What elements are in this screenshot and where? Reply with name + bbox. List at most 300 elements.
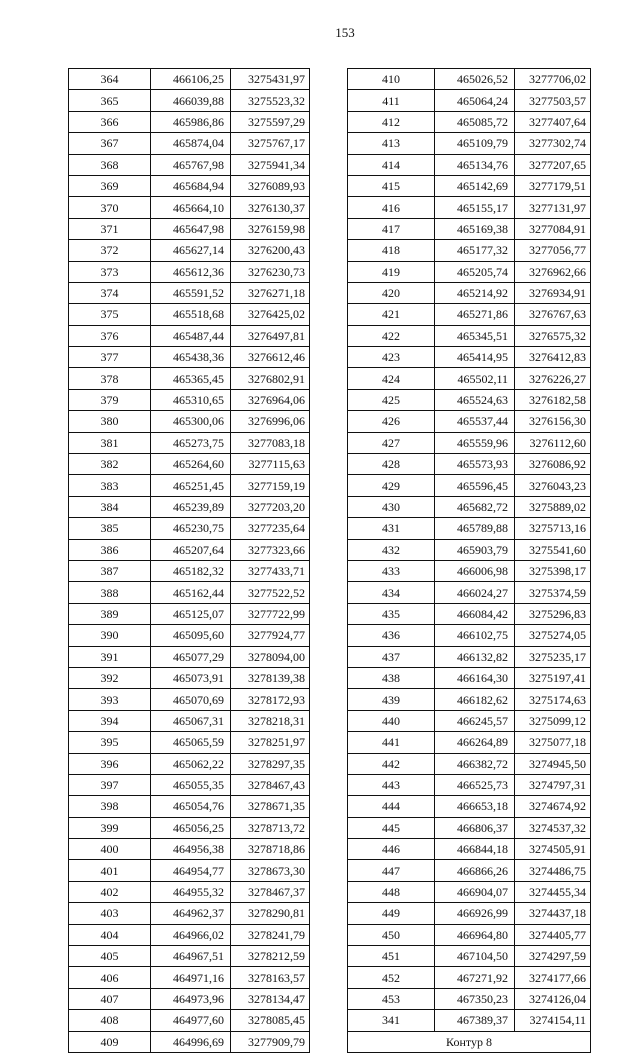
y-coordinate-cell: 3276934,91: [515, 282, 591, 303]
y-coordinate-cell: 3277179,51: [515, 175, 591, 196]
x-coordinate-cell: 465559,96: [435, 432, 515, 453]
x-coordinate-cell: 466653,18: [435, 796, 515, 817]
point-number-cell: 393: [69, 689, 151, 710]
x-coordinate-cell: 465073,91: [151, 667, 231, 688]
table-row: [348, 432, 591, 453]
y-coordinate-cell: 3276230,73: [231, 261, 310, 282]
point-number-cell: 419: [348, 261, 435, 282]
y-coordinate-cell: 3276112,60: [515, 432, 591, 453]
y-coordinate-cell: 3274537,32: [515, 817, 591, 838]
y-coordinate-cell: 3276425,02: [231, 304, 310, 325]
table-row: [348, 90, 591, 111]
x-coordinate-cell: 465438,36: [151, 347, 231, 368]
point-number-cell: 443: [348, 774, 435, 795]
y-coordinate-cell: 3275523,32: [231, 90, 310, 111]
point-number-cell: 388: [69, 582, 151, 603]
y-coordinate-cell: 3276767,63: [515, 304, 591, 325]
point-number-cell: 410: [348, 69, 435, 90]
point-number-cell: 376: [69, 325, 151, 346]
point-number-cell: 430: [348, 496, 435, 517]
point-number-cell: 427: [348, 432, 435, 453]
y-coordinate-cell: 3274154,11: [515, 1010, 591, 1031]
table-row: [69, 368, 310, 389]
point-number-cell: 445: [348, 817, 435, 838]
table-row: [69, 839, 310, 860]
y-coordinate-cell: 3278467,43: [231, 774, 310, 795]
x-coordinate-cell: 466382,72: [435, 753, 515, 774]
y-coordinate-cell: 3278218,31: [231, 710, 310, 731]
table-row: [348, 325, 591, 346]
table-row: [69, 197, 310, 218]
point-number-cell: 414: [348, 154, 435, 175]
y-coordinate-cell: 3276182,58: [515, 389, 591, 410]
y-coordinate-cell: 3277203,20: [231, 496, 310, 517]
y-coordinate-cell: 3274505,91: [515, 839, 591, 860]
point-number-cell: 379: [69, 389, 151, 410]
point-number-cell: 426: [348, 411, 435, 432]
point-number-cell: 380: [69, 411, 151, 432]
table-row: [348, 518, 591, 539]
point-number-cell: 412: [348, 111, 435, 132]
y-coordinate-cell: 3274297,59: [515, 946, 591, 967]
table-row: [348, 197, 591, 218]
point-number-cell: 366: [69, 111, 151, 132]
x-coordinate-cell: 465026,52: [435, 69, 515, 90]
y-coordinate-cell: 3274486,75: [515, 860, 591, 881]
point-number-cell: 341: [348, 1010, 435, 1031]
x-coordinate-cell: 465155,17: [435, 197, 515, 218]
x-coordinate-cell: 466806,37: [435, 817, 515, 838]
table-row: [348, 774, 591, 795]
table-row: [348, 753, 591, 774]
table-row: [69, 924, 310, 945]
table-row: [69, 881, 310, 902]
y-coordinate-cell: 3277722,99: [231, 603, 310, 624]
table-row: [69, 1010, 310, 1031]
y-coordinate-cell: 3276043,23: [515, 475, 591, 496]
point-number-cell: 436: [348, 625, 435, 646]
table-row: [69, 90, 310, 111]
x-coordinate-cell: 465487,44: [151, 325, 231, 346]
y-coordinate-cell: 3276802,91: [231, 368, 310, 389]
point-number-cell: 428: [348, 454, 435, 475]
y-coordinate-cell: 3274945,50: [515, 753, 591, 774]
table-row: [348, 710, 591, 731]
x-coordinate-cell: 466844,18: [435, 839, 515, 860]
point-number-cell: 416: [348, 197, 435, 218]
x-coordinate-cell: 466102,75: [435, 625, 515, 646]
table-row: [69, 582, 310, 603]
x-coordinate-cell: 465134,76: [435, 154, 515, 175]
point-number-cell: 452: [348, 967, 435, 988]
x-coordinate-cell: 464996,69: [151, 1031, 231, 1052]
table-row: [69, 988, 310, 1009]
x-coordinate-cell: 467389,37: [435, 1010, 515, 1031]
table-row: [348, 881, 591, 902]
y-coordinate-cell: 3274177,66: [515, 967, 591, 988]
y-coordinate-cell: 3274455,34: [515, 881, 591, 902]
x-coordinate-cell: 465903,79: [435, 539, 515, 560]
point-number-cell: 451: [348, 946, 435, 967]
point-number-cell: 368: [69, 154, 151, 175]
point-number-cell: 365: [69, 90, 151, 111]
table-row: [69, 646, 310, 667]
x-coordinate-cell: 465230,75: [151, 518, 231, 539]
table-row: [348, 218, 591, 239]
point-number-cell: 381: [69, 432, 151, 453]
x-coordinate-cell: 465109,79: [435, 133, 515, 154]
point-number-cell: 435: [348, 603, 435, 624]
table-row: [348, 282, 591, 303]
x-coordinate-cell: 465169,38: [435, 218, 515, 239]
table-row: [348, 111, 591, 132]
table-row: [69, 175, 310, 196]
x-coordinate-cell: 467271,92: [435, 967, 515, 988]
table-row: [69, 496, 310, 517]
x-coordinate-cell: 465065,59: [151, 732, 231, 753]
point-number-cell: 448: [348, 881, 435, 902]
point-number-cell: 375: [69, 304, 151, 325]
y-coordinate-cell: 3277302,74: [515, 133, 591, 154]
x-coordinate-cell: 465365,45: [151, 368, 231, 389]
table-row: [348, 496, 591, 517]
x-coordinate-cell: 465684,94: [151, 175, 231, 196]
x-coordinate-cell: 465064,24: [435, 90, 515, 111]
point-number-cell: 390: [69, 625, 151, 646]
y-coordinate-cell: 3277083,18: [231, 432, 310, 453]
y-coordinate-cell: 3275296,83: [515, 603, 591, 624]
y-coordinate-cell: 3276159,98: [231, 218, 310, 239]
y-coordinate-cell: 3277924,77: [231, 625, 310, 646]
x-coordinate-cell: 466132,82: [435, 646, 515, 667]
x-coordinate-cell: 465177,32: [435, 240, 515, 261]
y-coordinate-cell: 3277207,65: [515, 154, 591, 175]
table-row: [69, 389, 310, 410]
x-coordinate-cell: 464956,38: [151, 839, 231, 860]
table-row: [69, 753, 310, 774]
table-row: [348, 154, 591, 175]
x-coordinate-cell: 465986,86: [151, 111, 231, 132]
y-coordinate-cell: 3278290,81: [231, 903, 310, 924]
x-coordinate-cell: 465207,64: [151, 539, 231, 560]
x-coordinate-cell: 467104,50: [435, 946, 515, 967]
x-coordinate-cell: 465647,98: [151, 218, 231, 239]
x-coordinate-cell: 466904,07: [435, 881, 515, 902]
point-number-cell: 405: [69, 946, 151, 967]
y-coordinate-cell: 3277503,57: [515, 90, 591, 111]
point-number-cell: 406: [69, 967, 151, 988]
y-coordinate-cell: 3278163,57: [231, 967, 310, 988]
x-coordinate-cell: 464955,32: [151, 881, 231, 902]
y-coordinate-cell: 3275713,16: [515, 518, 591, 539]
table-row: [348, 1010, 591, 1031]
x-coordinate-cell: 465310,65: [151, 389, 231, 410]
x-coordinate-cell: 465789,88: [435, 518, 515, 539]
y-coordinate-cell: 3276089,93: [231, 175, 310, 196]
table-row: [348, 347, 591, 368]
x-coordinate-cell: 464967,51: [151, 946, 231, 967]
x-coordinate-cell: 465264,60: [151, 454, 231, 475]
point-number-cell: 396: [69, 753, 151, 774]
table-row: [69, 946, 310, 967]
point-number-cell: 395: [69, 732, 151, 753]
table-row: [348, 903, 591, 924]
y-coordinate-cell: 3277235,64: [231, 518, 310, 539]
y-coordinate-cell: 3274674,92: [515, 796, 591, 817]
x-coordinate-cell: 466039,88: [151, 90, 231, 111]
x-coordinate-cell: 465205,74: [435, 261, 515, 282]
table-row: [69, 539, 310, 560]
y-coordinate-cell: 3278297,35: [231, 753, 310, 774]
x-coordinate-cell: 466182,62: [435, 689, 515, 710]
y-coordinate-cell: 3275235,17: [515, 646, 591, 667]
y-coordinate-cell: 3278673,30: [231, 860, 310, 881]
x-coordinate-cell: 465214,92: [435, 282, 515, 303]
y-coordinate-cell: 3275197,41: [515, 667, 591, 688]
point-number-cell: 444: [348, 796, 435, 817]
point-number-cell: 400: [69, 839, 151, 860]
point-number-cell: 394: [69, 710, 151, 731]
table-row: [69, 1031, 310, 1052]
x-coordinate-cell: 465162,44: [151, 582, 231, 603]
table-row: [348, 411, 591, 432]
x-coordinate-cell: 466245,57: [435, 710, 515, 731]
x-coordinate-cell: 465273,75: [151, 432, 231, 453]
x-coordinate-cell: 465239,89: [151, 496, 231, 517]
x-coordinate-cell: 466866,26: [435, 860, 515, 881]
table-row: [348, 667, 591, 688]
point-number-cell: 411: [348, 90, 435, 111]
y-coordinate-cell: 3278094,00: [231, 646, 310, 667]
x-coordinate-cell: 465502,11: [435, 368, 515, 389]
x-coordinate-cell: 466264,89: [435, 732, 515, 753]
y-coordinate-cell: 3276200,43: [231, 240, 310, 261]
x-coordinate-cell: 465085,72: [435, 111, 515, 132]
y-coordinate-cell: 3278134,47: [231, 988, 310, 1009]
y-coordinate-cell: 3276271,18: [231, 282, 310, 303]
table-row: [348, 133, 591, 154]
y-coordinate-cell: 3274126,04: [515, 988, 591, 1009]
y-coordinate-cell: 3278671,35: [231, 796, 310, 817]
point-number-cell: 434: [348, 582, 435, 603]
x-coordinate-cell: 464971,16: [151, 967, 231, 988]
point-number-cell: 404: [69, 924, 151, 945]
point-number-cell: 441: [348, 732, 435, 753]
y-coordinate-cell: 3275398,17: [515, 560, 591, 581]
table-row: [69, 475, 310, 496]
x-coordinate-cell: 465682,72: [435, 496, 515, 517]
point-number-cell: 439: [348, 689, 435, 710]
table-row: [348, 560, 591, 581]
point-number-cell: 382: [69, 454, 151, 475]
x-coordinate-cell: 465591,52: [151, 282, 231, 303]
table-row: [69, 325, 310, 346]
x-coordinate-cell: 465573,93: [435, 454, 515, 475]
table-row: [348, 860, 591, 881]
x-coordinate-cell: 466164,30: [435, 667, 515, 688]
point-number-cell: 386: [69, 539, 151, 560]
table-row: [69, 625, 310, 646]
point-number-cell: 453: [348, 988, 435, 1009]
x-coordinate-cell: 465414,95: [435, 347, 515, 368]
page-number: 153: [335, 25, 355, 40]
x-coordinate-cell: 465182,32: [151, 560, 231, 581]
x-coordinate-cell: 466024,27: [435, 582, 515, 603]
table-row: [69, 69, 310, 90]
point-number-cell: 384: [69, 496, 151, 517]
y-coordinate-cell: 3276226,27: [515, 368, 591, 389]
y-coordinate-cell: 3274797,31: [515, 774, 591, 795]
y-coordinate-cell: 3278718,86: [231, 839, 310, 860]
contour-row: [348, 1031, 591, 1052]
y-coordinate-cell: 3274437,18: [515, 903, 591, 924]
table-row: [348, 646, 591, 667]
table-row: [348, 582, 591, 603]
table-row: [348, 924, 591, 945]
table-row: [348, 967, 591, 988]
table-row: [69, 774, 310, 795]
y-coordinate-cell: 3277159,19: [231, 475, 310, 496]
y-coordinate-cell: 3277909,79: [231, 1031, 310, 1052]
table-row: [348, 240, 591, 261]
x-coordinate-cell: 465142,69: [435, 175, 515, 196]
y-coordinate-cell: 3275941,34: [231, 154, 310, 175]
y-coordinate-cell: 3278713,72: [231, 817, 310, 838]
x-coordinate-cell: 464977,60: [151, 1010, 231, 1031]
table-row: [69, 154, 310, 175]
x-coordinate-cell: 466926,99: [435, 903, 515, 924]
y-coordinate-cell: 3276612,46: [231, 347, 310, 368]
coordinates-table-right: [347, 68, 591, 1053]
table-row: [348, 988, 591, 1009]
y-coordinate-cell: 3276086,92: [515, 454, 591, 475]
y-coordinate-cell: 3278241,79: [231, 924, 310, 945]
point-number-cell: 383: [69, 475, 151, 496]
table-row: [69, 347, 310, 368]
table-row: [69, 603, 310, 624]
point-number-cell: 440: [348, 710, 435, 731]
point-number-cell: 385: [69, 518, 151, 539]
table-row: [69, 282, 310, 303]
table-row: [348, 175, 591, 196]
y-coordinate-cell: 3277407,64: [515, 111, 591, 132]
table-row: [348, 839, 591, 860]
point-number-cell: 424: [348, 368, 435, 389]
point-number-cell: 378: [69, 368, 151, 389]
y-coordinate-cell: 3278139,38: [231, 667, 310, 688]
y-coordinate-cell: 3275374,59: [515, 582, 591, 603]
point-number-cell: 372: [69, 240, 151, 261]
point-number-cell: 389: [69, 603, 151, 624]
x-coordinate-cell: 465345,51: [435, 325, 515, 346]
x-coordinate-cell: 465596,45: [435, 475, 515, 496]
y-coordinate-cell: 3275077,18: [515, 732, 591, 753]
y-coordinate-cell: 3277522,52: [231, 582, 310, 603]
x-coordinate-cell: 465251,45: [151, 475, 231, 496]
x-coordinate-cell: 465055,35: [151, 774, 231, 795]
x-coordinate-cell: 465095,60: [151, 625, 231, 646]
point-number-cell: 432: [348, 539, 435, 560]
table-row: [69, 560, 310, 581]
point-number-cell: 417: [348, 218, 435, 239]
y-coordinate-cell: 3276575,32: [515, 325, 591, 346]
x-coordinate-cell: 464966,02: [151, 924, 231, 945]
table-row: [348, 539, 591, 560]
point-number-cell: 418: [348, 240, 435, 261]
x-coordinate-cell: 465767,98: [151, 154, 231, 175]
point-number-cell: 415: [348, 175, 435, 196]
y-coordinate-cell: 3277131,97: [515, 197, 591, 218]
point-number-cell: 425: [348, 389, 435, 410]
point-number-cell: 437: [348, 646, 435, 667]
y-coordinate-cell: 3278467,37: [231, 881, 310, 902]
y-coordinate-cell: 3277433,71: [231, 560, 310, 581]
point-number-cell: 399: [69, 817, 151, 838]
point-number-cell: 446: [348, 839, 435, 860]
point-number-cell: 421: [348, 304, 435, 325]
table-row: [69, 304, 310, 325]
y-coordinate-cell: 3276156,30: [515, 411, 591, 432]
table-row: [69, 732, 310, 753]
table-row: [348, 689, 591, 710]
x-coordinate-cell: 465627,14: [151, 240, 231, 261]
contour-label: Контур 8: [348, 1031, 591, 1052]
y-coordinate-cell: 3278085,45: [231, 1010, 310, 1031]
x-coordinate-cell: 466964,80: [435, 924, 515, 945]
x-coordinate-cell: 465271,86: [435, 304, 515, 325]
point-number-cell: 420: [348, 282, 435, 303]
point-number-cell: 392: [69, 667, 151, 688]
table-row: [348, 625, 591, 646]
y-coordinate-cell: 3275431,97: [231, 69, 310, 90]
point-number-cell: 374: [69, 282, 151, 303]
table-row: [69, 240, 310, 261]
x-coordinate-cell: 464962,37: [151, 903, 231, 924]
table-row: [348, 796, 591, 817]
point-number-cell: 422: [348, 325, 435, 346]
y-coordinate-cell: 3276964,06: [231, 389, 310, 410]
y-coordinate-cell: 3276412,83: [515, 347, 591, 368]
table-row: [69, 817, 310, 838]
table-row: [69, 133, 310, 154]
x-coordinate-cell: 466084,42: [435, 603, 515, 624]
point-number-cell: 398: [69, 796, 151, 817]
y-coordinate-cell: 3277115,63: [231, 454, 310, 475]
table-row: [348, 475, 591, 496]
y-coordinate-cell: 3277706,02: [515, 69, 591, 90]
y-coordinate-cell: 3278251,97: [231, 732, 310, 753]
point-number-cell: 367: [69, 133, 151, 154]
table-row: [69, 667, 310, 688]
point-number-cell: 429: [348, 475, 435, 496]
point-number-cell: 402: [69, 881, 151, 902]
point-number-cell: 447: [348, 860, 435, 881]
point-number-cell: 403: [69, 903, 151, 924]
y-coordinate-cell: 3277084,91: [515, 218, 591, 239]
y-coordinate-cell: 3276130,37: [231, 197, 310, 218]
point-number-cell: 431: [348, 518, 435, 539]
x-coordinate-cell: 465077,29: [151, 646, 231, 667]
table-row: [69, 261, 310, 282]
x-coordinate-cell: 465125,07: [151, 603, 231, 624]
point-number-cell: 450: [348, 924, 435, 945]
point-number-cell: 407: [69, 988, 151, 1009]
y-coordinate-cell: 3275597,29: [231, 111, 310, 132]
x-coordinate-cell: 464973,96: [151, 988, 231, 1009]
y-coordinate-cell: 3278212,59: [231, 946, 310, 967]
y-coordinate-cell: 3277323,66: [231, 539, 310, 560]
table-row: [348, 261, 591, 282]
